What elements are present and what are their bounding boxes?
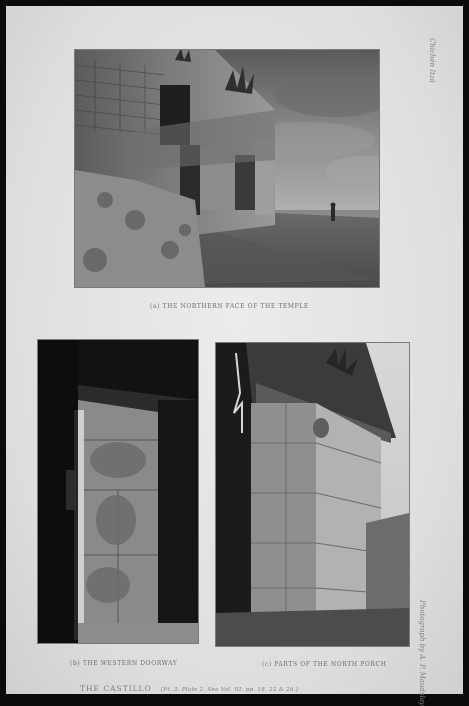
caption-northern-face: (a) THE NORTHERN FACE OF THE TEMPLE — [150, 303, 309, 310]
margin-note-bottom-right: Photograph by A. P. Maudslay — [418, 600, 426, 706]
caption-north-porch: (c) PARTS OF THE NORTH PORCH — [262, 661, 387, 668]
photo-north-porch — [216, 343, 409, 646]
margin-note-top-right: Chichén Itzá — [428, 38, 436, 83]
photo-northern-face — [75, 50, 379, 287]
plate-reference: [Pt. 3. Plate 2. See Vol. III. pp. 18, 22 & 26.] — [160, 687, 299, 693]
caption-western-doorway: (b) THE WESTERN DOORWAY — [70, 660, 178, 667]
plate-title-line — [80, 676, 298, 695]
plate-title: THE CASTILLO — [80, 684, 152, 693]
photo-western-doorway — [38, 340, 198, 643]
